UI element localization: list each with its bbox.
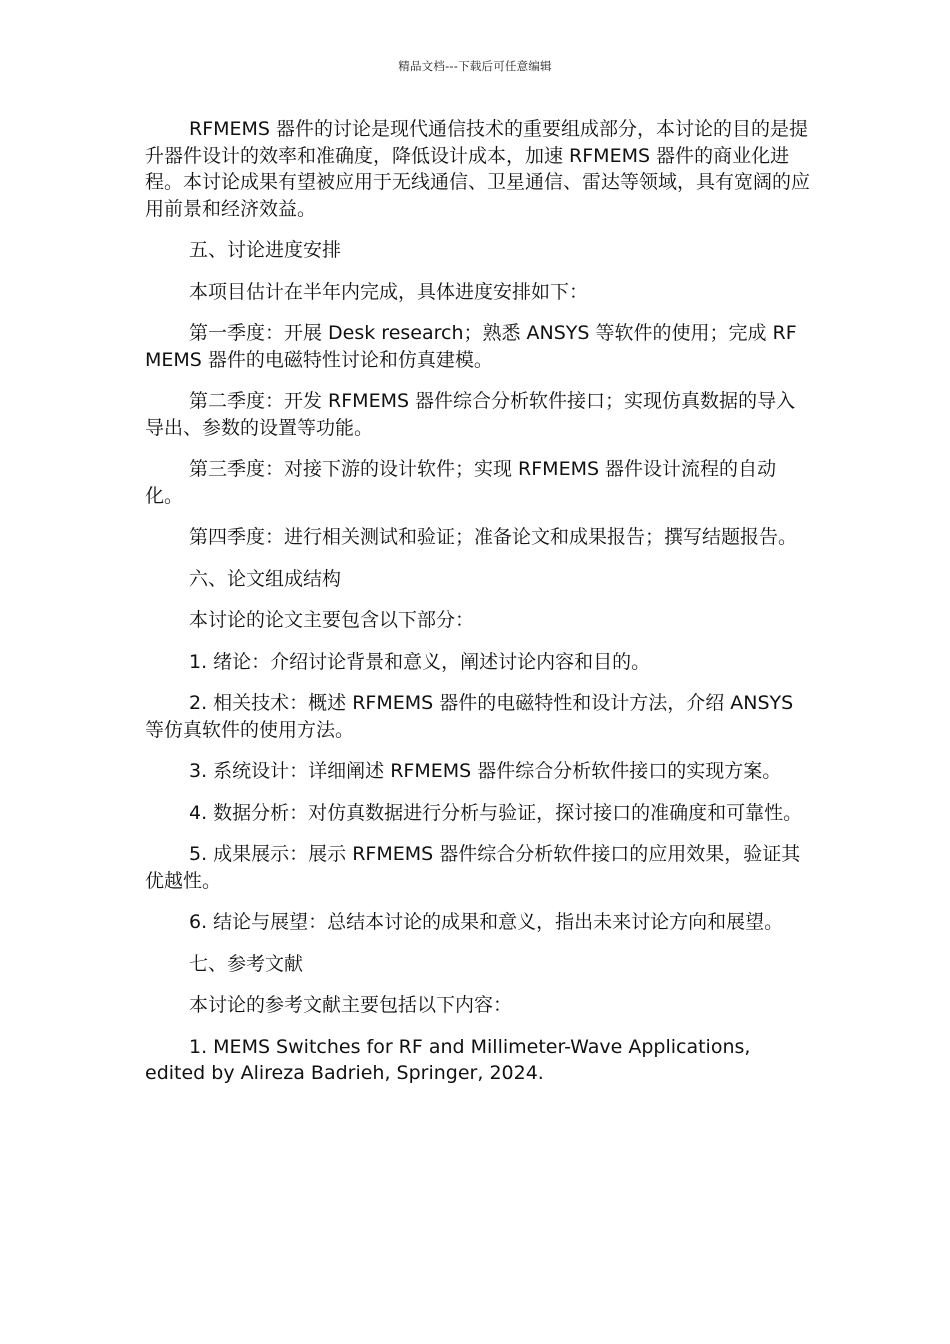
list-item-structure-2: 2. 相关技术：概述 RFMEMS 器件的电磁特性和设计方法，介绍 ANSYS 等仿真软件的使用方法。 [145,692,794,741]
paragraph-structure-intro: 本讨论的论文主要包含以下部分： [189,609,475,631]
page-header: 精品文档---下载后可任意编辑 [398,59,552,73]
list-item-structure-6: 6. 结论与展望：总结本讨论的成果和意义，指出未来讨论方向和展望。 [189,911,784,933]
paragraph-quarter-2: 第二季度：开发 RFMEMS 器件综合分析软件接口；实现仿真数据的导入导出、参数的设置等功能。 [145,390,796,439]
paragraph-intro: RFMEMS 器件的讨论是现代通信技术的重要组成部分，本讨论的目的是提升器件设计的效率和准确度，降低设计成本，加速 RFMEMS 器件的商业化进程。本讨论成果有望被应用于无线通信、卫星通信、雷达等领域，具有宽阔的应用前景和经济效益。 [145,118,811,220]
paragraph-references-intro: 本讨论的参考文献主要包括以下内容： [189,994,513,1016]
paragraph-quarter-4: 第四季度：进行相关测试和验证；准备论文和成果报告；撰写结题报告。 [189,526,798,548]
paragraph-schedule-intro: 本项目估计在半年内完成，具体进度安排如下： [189,280,589,303]
list-item-structure-3: 3. 系统设计：详细阐述 RFMEMS 器件综合分析软件接口的实现方案。 [189,760,782,782]
paragraph-quarter-3: 第三季度：对接下游的设计软件；实现 RFMEMS 器件设计流程的自动化。 [145,458,777,507]
reference-item-1: 1. MEMS Switches for RF and Millimeter-Wave Applications, edited by Alireza Badrieh, Springer, 2024. [145,1035,751,1084]
list-item-structure-4: 4. 数据分析：对仿真数据进行分析与验证，探讨接口的准确度和可靠性。 [189,801,803,824]
section-heading-schedule: 五、讨论进度安排 [189,239,342,261]
document-body [145,116,810,1102]
section-heading-structure: 六、论文组成结构 [189,567,342,590]
list-item-structure-1: 1. 绪论：介绍讨论背景和意义，阐述讨论内容和目的。 [189,650,651,673]
section-heading-references: 七、参考文献 [189,952,304,975]
paragraph-quarter-1: 第一季度：开展 Desk research；熟悉 ANSYS 等软件的使用；完成 RFMEMS 器件的电磁特性讨论和仿真建模。 [145,322,797,371]
list-item-structure-5: 5. 成果展示：展示 RFMEMS 器件综合分析软件接口的应用效果，验证其优越性。 [145,843,801,892]
